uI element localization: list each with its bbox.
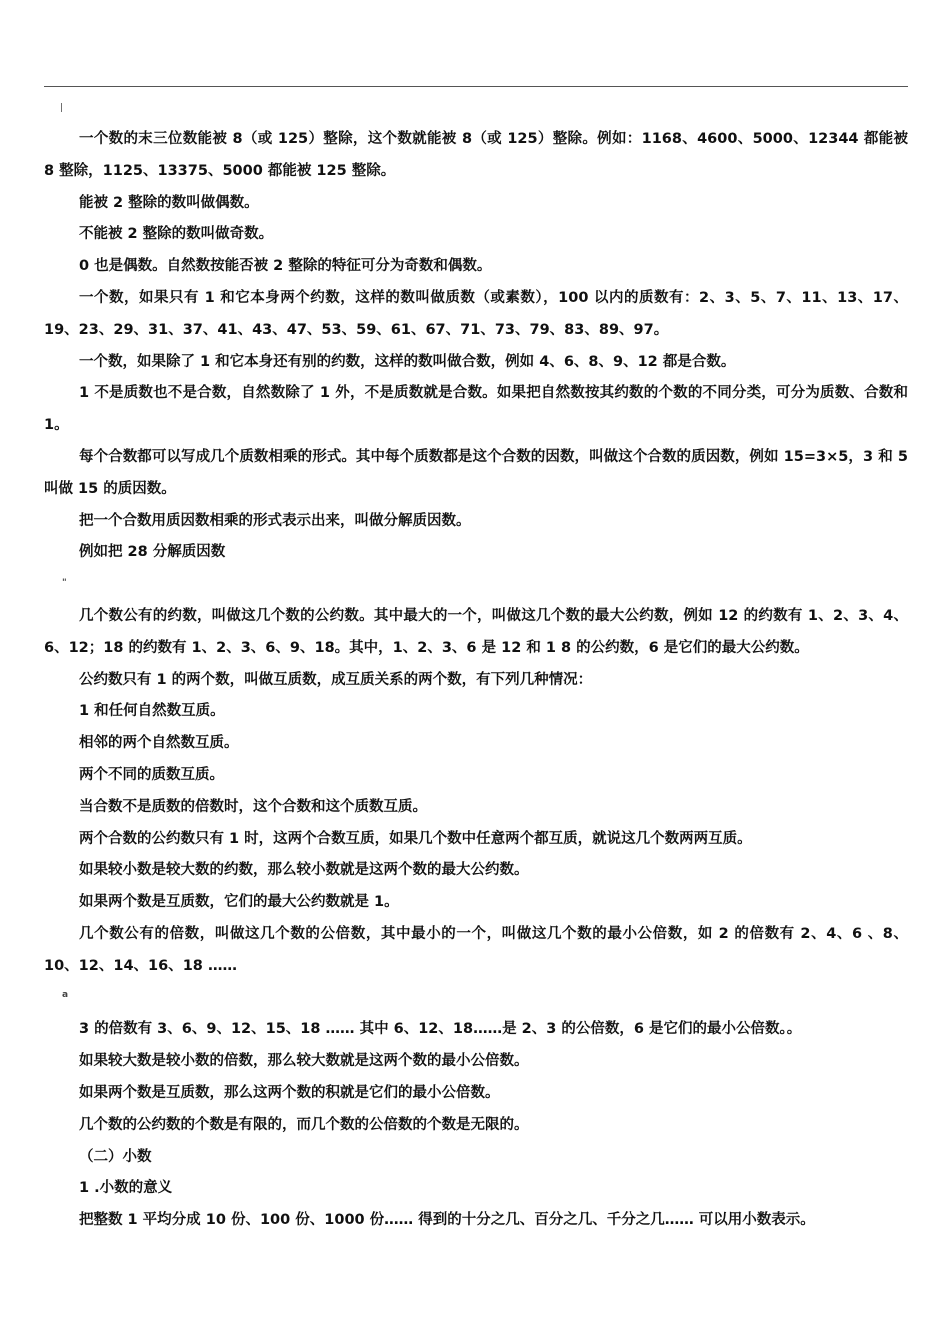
- paragraph: 两个不同的质数互质。: [79, 766, 224, 783]
- paragraph: 一个数，如果除了 1 和它本身还有别的约数，这样的数叫做合数，例如 4、6、8、9、12 都是合数。: [79, 353, 736, 370]
- stray-mark: a: [62, 989, 69, 1000]
- stray-mark: |: [60, 103, 64, 113]
- paragraph: 0 也是偶数。自然数按能否被 2 整除的特征可分为奇数和偶数。: [79, 258, 492, 275]
- paragraph: 两个合数的公约数只有 1 时，这两个合数互质，如果几个数中任意两个都互质，就说这几个数两两互质。: [79, 830, 752, 847]
- paragraph: 几个数的公约数的个数是有限的，而几个数的公倍数的个数是无限的。: [79, 1116, 529, 1133]
- paragraph: 3 的倍数有 3、6、9、12、15、18 …… 其中 6、12、18……是 2、3 的公倍数，6 是它们的最小公倍数。。: [79, 1021, 802, 1038]
- paragraph: 如果两个数是互质数，它们的最大公约数就是 1。: [79, 894, 399, 911]
- paragraph: 每个合数都可以写成几个质数相乘的形式。其中每个质数都是这个合数的因数，叫做这个合数的质因数，例如 15=3×5，3 和 5 叫做 15 的质因数。: [44, 448, 908, 497]
- figure-gap: [44, 569, 908, 601]
- paragraph: 如果较大数是较小数的倍数，那么较大数就是这两个数的最小公倍数。: [79, 1053, 529, 1070]
- paragraph: 公约数只有 1 的两个数，叫做互质数，成互质关系的两个数，有下列几种情况：: [79, 671, 593, 688]
- paragraph: 不能被 2 整除的数叫做奇数。: [79, 226, 274, 243]
- paragraph: 例如把 28 分解质因数: [79, 544, 226, 561]
- paragraph: 一个数的末三位数能被 8（或 125）整除，这个数就能被 8（或 125）整除。例如：1168、4600、5000、12344 都能被 8 整除，1125、13375、5000 都能被 125 整除。: [44, 131, 908, 179]
- paragraph: 能被 2 整除的数叫做偶数。: [79, 194, 259, 211]
- section-heading: （二）小数: [79, 1148, 152, 1165]
- document-body: [44, 124, 908, 1237]
- subsection-heading: 1 .小数的意义: [79, 1180, 173, 1197]
- header-rule: [44, 86, 908, 87]
- paragraph: 如果较小数是较大数的约数，那么较小数就是这两个数的最大公约数。: [79, 862, 529, 879]
- paragraph: 相邻的两个自然数互质。: [79, 735, 239, 752]
- stray-mark: ": [62, 578, 67, 589]
- paragraph: 一个数，如果只有 1 和它本身两个约数，这样的数叫做质数（或素数），100 以内的质数有：2、3、5、7、11、13、17、19、23、29、31、37、41、43、47、53、59、61、67、71、73、79、83、89、97。: [44, 289, 908, 338]
- paragraph: 如果两个数是互质数，那么这两个数的积就是它们的最小公倍数。: [79, 1084, 500, 1101]
- paragraph: 把一个合数用质因数相乘的形式表示出来，叫做分解质因数。: [79, 512, 471, 529]
- paragraph: 1 和任何自然数互质。: [79, 703, 225, 720]
- paragraph: 几个数公有的倍数，叫做这几个数的公倍数，其中最小的一个，叫做这几个数的最小公倍数，如 2 的倍数有 2、4、6 、8、10、12、14、16、18 ……: [44, 925, 908, 974]
- paragraph: 1 不是质数也不是合数，自然数除了 1 外，不是质数就是合数。如果把自然数按其约数的个数的不同分类，可分为质数、合数和 1。: [44, 385, 908, 434]
- paragraph: 把整数 1 平均分成 10 份、100 份、1000 份…… 得到的十分之几、百分之几、千分之几…… 可以用小数表示。: [79, 1212, 815, 1229]
- paragraph: 几个数公有的约数，叫做这几个数的公约数。其中最大的一个，叫做这几个数的最大公约数，例如 12 的约数有 1、2、3、4、6、12；18 的约数有 1、2、3、6、9、18。其中，1、2、3、6 是 12 和 1 8 的公约数，6 是它们的最大公约数。: [44, 607, 908, 656]
- figure-gap: [44, 983, 908, 1015]
- paragraph: 当合数不是质数的倍数时，这个合数和这个质数互质。: [79, 798, 427, 815]
